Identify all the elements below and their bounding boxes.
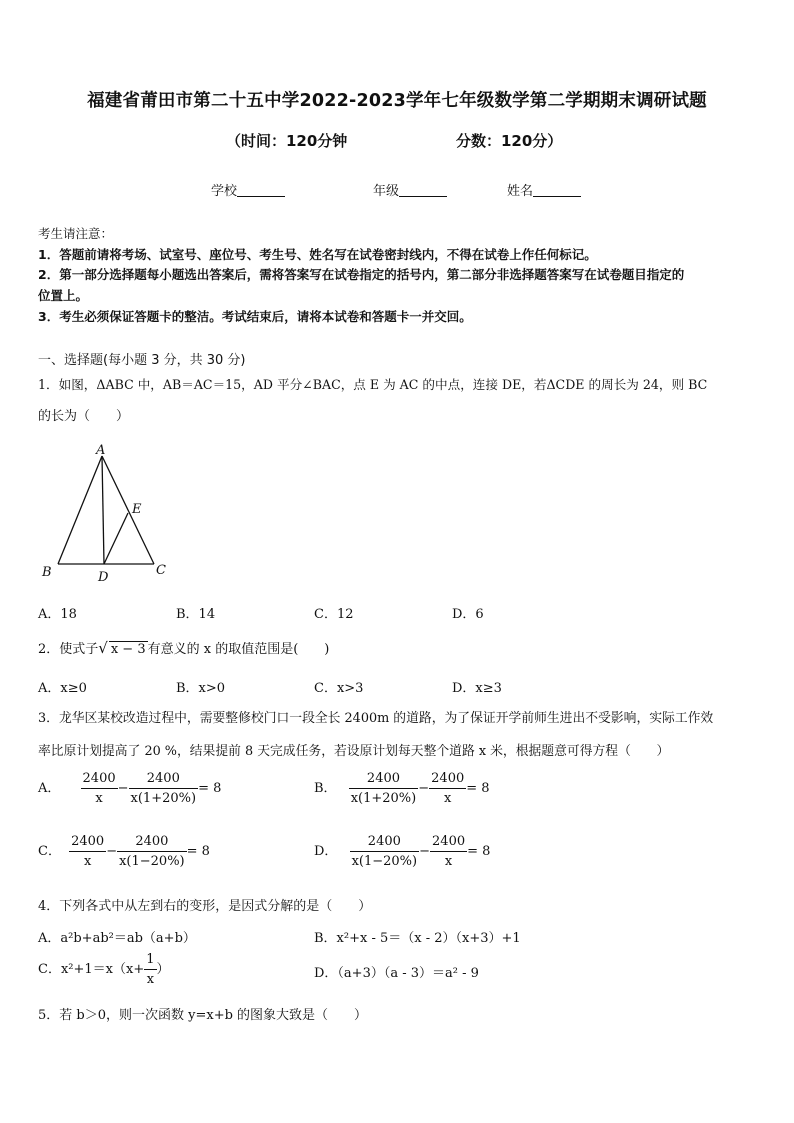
denominator: x(1−20%) (119, 854, 185, 869)
notice-item-1: 1．答题前请将考场、试室号、座位号、考生号、姓名写在试卷密封线内，不得在试卷上作任何标记。 (38, 247, 597, 262)
rhs: = 8 (467, 844, 491, 859)
q1-option-d[interactable]: D．6 (452, 607, 484, 622)
label-d: D (98, 570, 109, 585)
q1-stem-line2: 的长为（ ） (38, 409, 130, 424)
denominator: x (444, 854, 453, 869)
q2-option-a[interactable]: A．x≥0 (38, 681, 87, 696)
q2-option-c[interactable]: C．x>3 (314, 681, 364, 696)
segment-ad (102, 456, 104, 564)
notice-item-2: 2．第一部分选择题每小题选出答案后，需将答案写在试卷指定的括号内，第二部分非选择题答案写在试卷题目指定的 (38, 267, 685, 282)
numerator: 1 (144, 952, 156, 970)
label-c: C (156, 563, 166, 578)
option-label: C． (38, 844, 61, 859)
operator: − (106, 844, 118, 859)
q2-option-d[interactable]: D．x≥3 (452, 681, 502, 696)
notice-item-2-cont: 位置上。 (38, 288, 89, 303)
q1-triangle-figure (30, 438, 180, 588)
option-c-suffix: ） (156, 962, 170, 977)
numerator: 2400 (429, 771, 466, 789)
numerator: 2400 (430, 834, 467, 852)
fraction (430, 834, 467, 869)
notice-heading: 考生请注意： (38, 226, 114, 241)
q2-radicand: x − 3 (110, 642, 146, 657)
numerator: 2400 (349, 771, 419, 789)
name-field (507, 180, 581, 199)
option-label: D． (314, 844, 338, 859)
segment-ab (58, 456, 102, 564)
denominator: x (95, 791, 103, 806)
rhs: = 8 (186, 844, 210, 859)
q1-option-a[interactable]: A．18 (38, 607, 77, 622)
exam-score: 分数：120分） (456, 132, 563, 150)
segment-ac (102, 456, 154, 564)
numerator: 2400 (69, 834, 106, 852)
operator: − (117, 781, 129, 796)
notice-item-3: 3．考生必须保证答题卡的整洁。考试结束后，请将本试卷和答题卡一并交回。 (38, 309, 472, 324)
numerator: 2400 (129, 771, 199, 789)
q4-option-c[interactable] (38, 952, 170, 987)
page-title: 福建省莆田市第二十五中学2022-2023学年七年级数学第二学期期末调研试题 (87, 91, 707, 111)
q4-stem: 4．下列各式中从左到右的变形，是因式分解的是（ ） (38, 899, 372, 914)
fraction (429, 771, 466, 806)
operator: − (419, 844, 431, 859)
sqrt-icon: √ (98, 639, 108, 657)
fraction (349, 771, 419, 806)
grade-field (373, 180, 447, 199)
q3-option-a[interactable] (38, 771, 221, 806)
fraction (350, 834, 420, 869)
fraction (129, 771, 199, 806)
denominator: x (146, 972, 155, 987)
rhs: = 8 (198, 781, 222, 796)
grade-label: 年级 (373, 184, 400, 199)
q3-stem-line1: 3．龙华区某校改造过程中，需要整修校门口一段全长 2400m 的道路，为了保证开学前师生进出不受影响，实际工作效 (38, 711, 714, 726)
q1-option-c[interactable]: C．12 (314, 607, 354, 622)
school-field (211, 180, 285, 199)
q3-option-d[interactable] (314, 834, 490, 869)
denominator: x(1+20%) (350, 791, 417, 806)
q5-stem: 5．若 b＞0，则一次函数 y=x+b 的图象大致是（ ） (38, 1008, 368, 1023)
q3-option-b[interactable] (314, 771, 490, 806)
name-label: 姓名 (507, 184, 534, 199)
q3-stem-line2: 率比原计划提高了 20 %，结果提前 8 天完成任务，若设原计划每天整个道路 x 米，根据题意可得方程（ ） (38, 744, 670, 759)
school-blank[interactable] (237, 184, 285, 197)
q2-stem (38, 638, 329, 657)
option-c-prefix: C．x²+1＝x（x+ (38, 962, 145, 977)
q1-stem-line1: 1．如图，ΔABC 中，AB＝AC＝15，AD 平分∠BAC，点 E 为 AC 的中点，连接 DE，若ΔCDE 的周长为 24，则 BC (38, 377, 708, 392)
name-blank[interactable] (533, 184, 581, 197)
grade-blank[interactable] (399, 184, 447, 197)
school-label: 学校 (211, 184, 238, 199)
label-b: B (42, 565, 52, 580)
option-label: A． (38, 781, 61, 796)
q4-option-a[interactable]: A．a²b+ab²＝ab（a+b） (38, 931, 196, 946)
q2-stem-prefix: 2．使式子 (38, 642, 99, 657)
exam-time: （时间：120分钟 (226, 132, 348, 150)
section-heading: 一、选择题(每小题 3 分，共 30 分) (38, 353, 246, 368)
fraction (69, 834, 106, 869)
q1-option-b[interactable]: B．14 (176, 607, 216, 622)
q2-stem-suffix: 有意义的 x 的取值范围是( ) (147, 642, 330, 657)
fraction (117, 834, 187, 869)
segment-de (104, 513, 128, 564)
option-label: B． (314, 781, 337, 796)
denominator: x (444, 791, 452, 806)
q2-option-b[interactable]: B．x>0 (176, 681, 226, 696)
label-a: A (96, 443, 106, 458)
numerator: 2400 (81, 771, 118, 789)
q4-option-b[interactable]: B．x²+x - 5＝（x - 2）（x+3）+1 (314, 931, 521, 946)
denominator: x(1−20%) (351, 854, 418, 869)
label-e: E (132, 502, 142, 517)
operator: − (418, 781, 430, 796)
denominator: x(1+20%) (130, 791, 197, 806)
numerator: 2400 (350, 834, 420, 852)
fraction (144, 952, 156, 987)
fraction (81, 771, 118, 806)
rhs: = 8 (466, 781, 490, 796)
denominator: x (83, 854, 92, 869)
q3-option-c[interactable] (38, 834, 210, 869)
q4-option-d[interactable]: D．（a+3）（a - 3）＝a² - 9 (314, 966, 479, 981)
numerator: 2400 (117, 834, 187, 852)
